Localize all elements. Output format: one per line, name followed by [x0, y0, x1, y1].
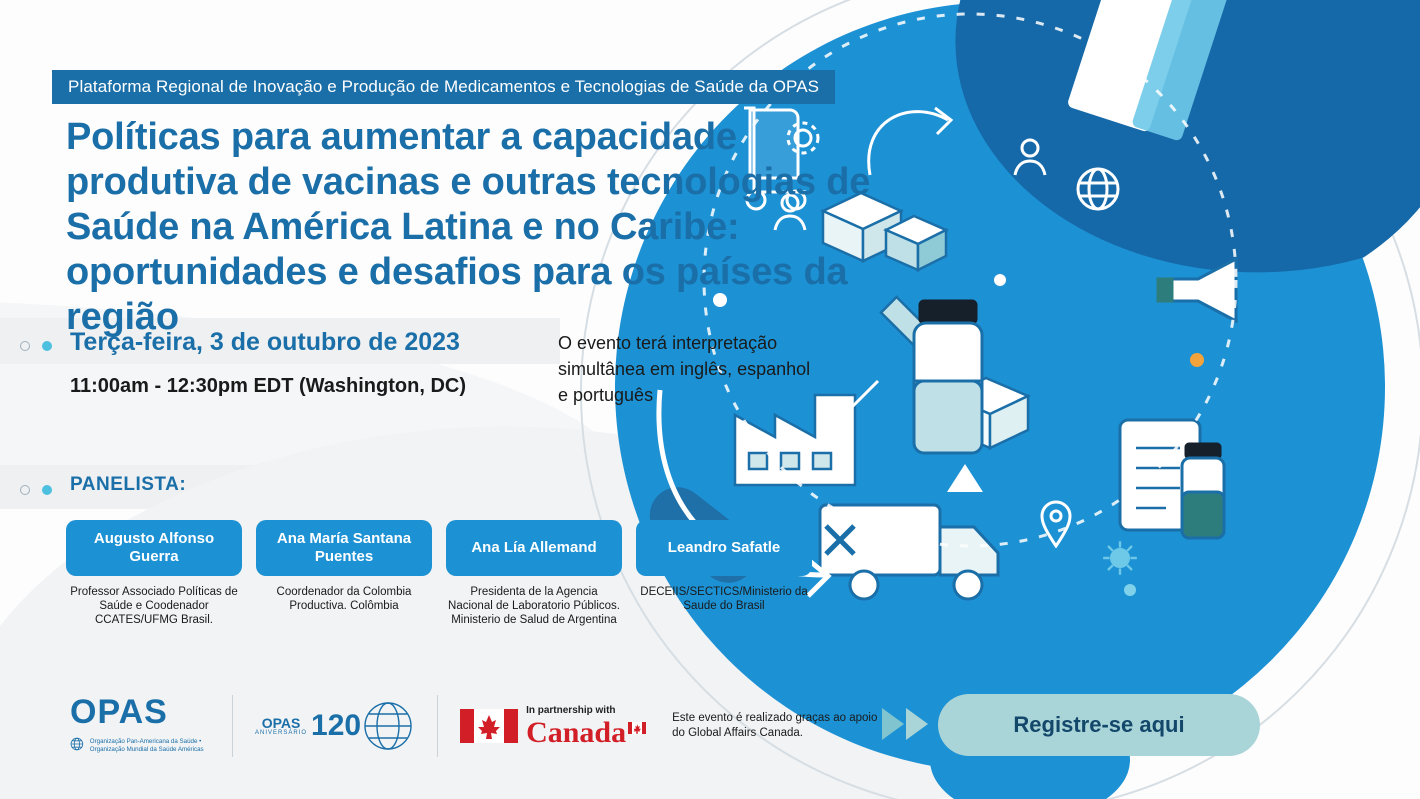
- panelist-role: Professor Associado Políticas de Saúde e Coodenador CCATES/UFMG Brasil.: [70, 586, 238, 626]
- panelist-name: Augusto Alfonso Guerra: [66, 520, 242, 576]
- page-title: Políticas para aumentar a capacidade produtiva de vacinas e outras tecnologias de Saúde na América Latina e no Caribe: oportunidades e desafios para os países da região: [66, 116, 871, 338]
- dot-solid: [42, 341, 52, 351]
- panelist-role: Coordenador da Colombia Productiva. Colômbia: [276, 586, 412, 612]
- globe-emblem-icon: [361, 699, 415, 753]
- location-pin-icon: [1038, 500, 1074, 548]
- panelist-item: [636, 520, 812, 627]
- anniversary-word: OPAS: [261, 715, 301, 731]
- canada-flag-icon: [460, 709, 518, 743]
- virus-icon: [1100, 538, 1140, 578]
- panelist-item: [66, 520, 242, 627]
- opas-logo-word: OPAS: [70, 693, 168, 731]
- divider: [232, 695, 233, 757]
- event-date: Terça-feira, 3 de outubro de 2023: [70, 328, 460, 356]
- support-text: Este evento é realizado graças ao apoio do Global Affairs Canada.: [672, 712, 878, 739]
- x-mark-icon: [820, 520, 860, 560]
- anniversary-logo: [255, 699, 415, 753]
- triangle-icon: [945, 460, 985, 496]
- dot-hollow: [20, 485, 30, 495]
- dot-hollow: [20, 341, 30, 351]
- dot-solid: [42, 485, 52, 495]
- cta-arrows: [880, 706, 934, 742]
- event-time: 11:00am - 12:30pm EDT (Washington, DC): [70, 375, 466, 397]
- register-button[interactable]: [938, 694, 1260, 756]
- anniversary-number: 120: [311, 709, 362, 742]
- anniversary-caption: ANIVERSÁRIO: [255, 730, 308, 736]
- platform-kicker: Plataforma Regional de Inovação e Produção de Medicamentos e Tecnologias de Saúde da OPAS: [52, 70, 835, 104]
- partnership-label: In partnership with: [526, 704, 616, 716]
- canada-flag-small-icon: [628, 722, 646, 734]
- panelist-item: [446, 520, 622, 627]
- register-button-label: Registre-se aqui: [1013, 712, 1185, 737]
- panelist-role: Presidenta de la Agencia Nacional de Laboratorio Públicos. Ministerio de Salud de Argentina: [448, 586, 620, 626]
- footer-logos: [70, 686, 887, 766]
- opas-logo: [70, 695, 210, 757]
- panelist-item: [256, 520, 432, 627]
- panelist-name: Ana María Santana Puentes: [256, 520, 432, 576]
- divider: [437, 695, 438, 757]
- interpretation-note: O evento terá interpretação simultânea em inglês, espanhol e português: [558, 333, 811, 405]
- double-chevron-icon: [880, 706, 934, 742]
- panelist-role: DECEIIS/SECTICS/Ministerio da Saude do Brasil: [640, 586, 808, 612]
- panelist-name: Ana Lía Allemand: [446, 520, 622, 576]
- panelist-name: Leandro Safatle: [636, 520, 812, 576]
- panelist-section-label: PANELISTA:: [70, 474, 187, 495]
- panelist-list: [66, 520, 826, 627]
- canada-wordmark: Canada: [526, 715, 627, 749]
- opas-logo-subtitle: Organização Pan-Americana da Saúde • Organização Mundial da Saúde Américas: [89, 738, 204, 753]
- opas-emblem-icon: [70, 731, 84, 757]
